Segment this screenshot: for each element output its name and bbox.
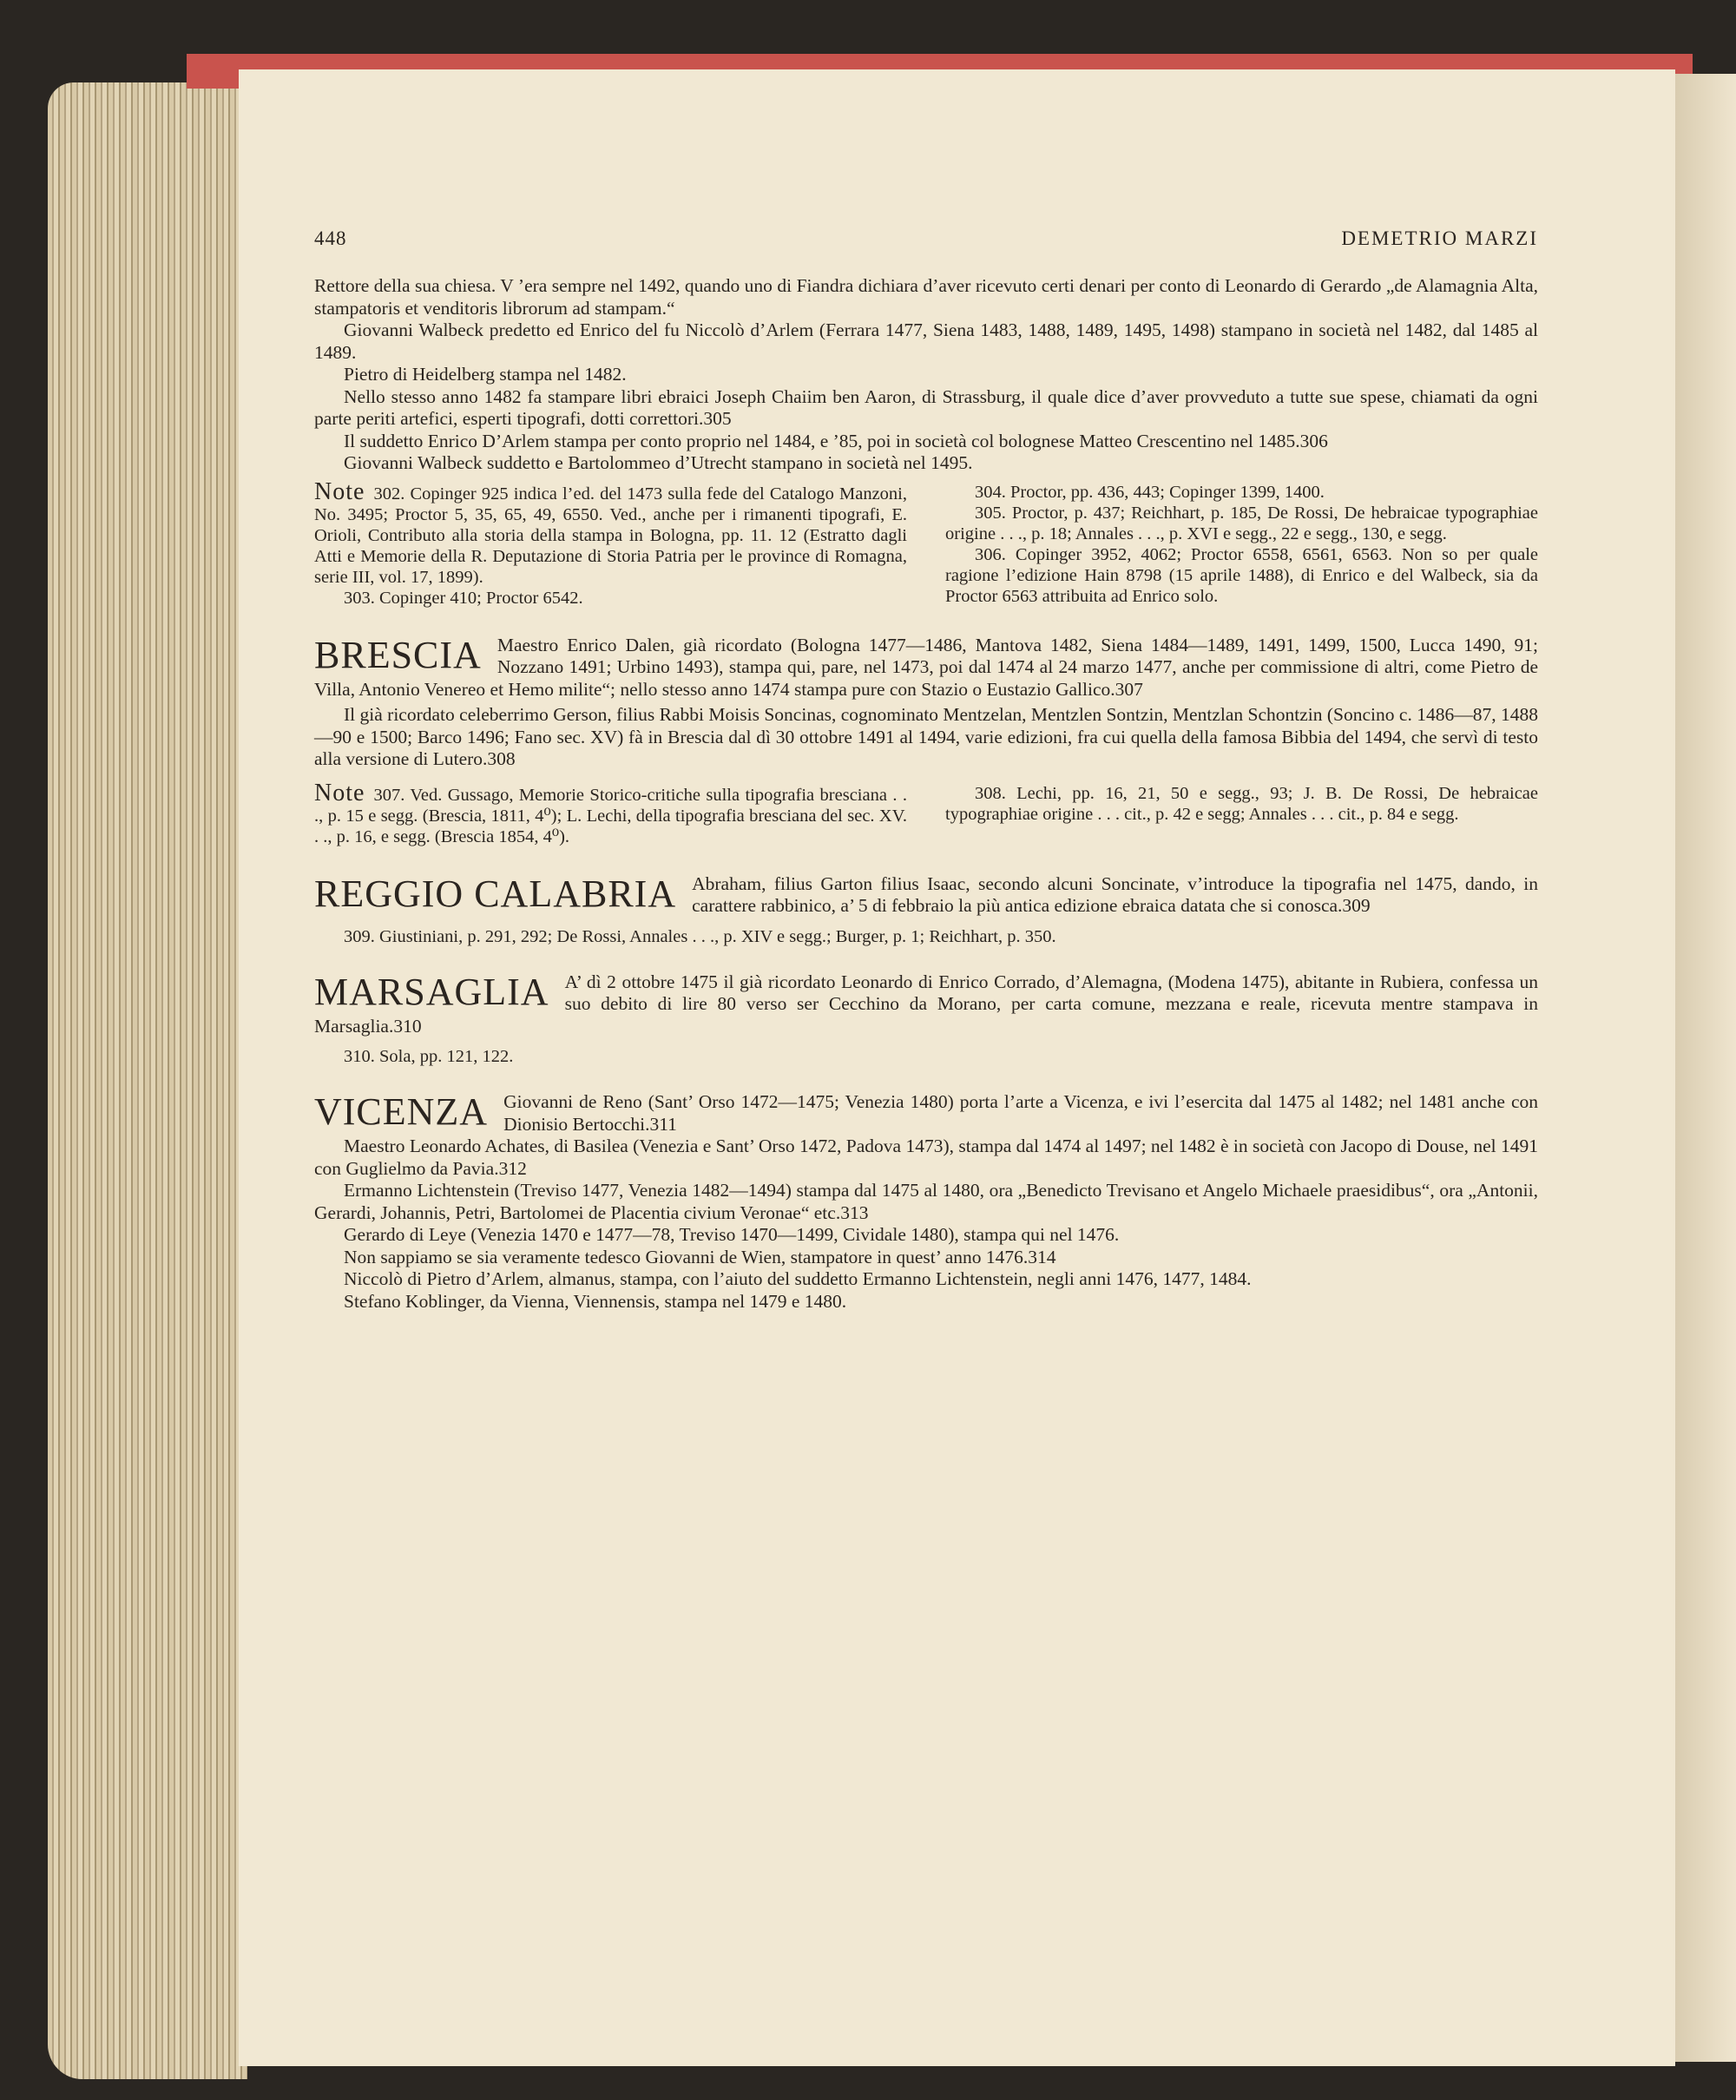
city-heading: VICENZA [314,1090,489,1133]
notes-label: Note [314,779,365,806]
footnote: 309. Giustiniani, p. 291, 292; De Rossi, Annales . . ., p. XIV e segg.; Burger, p. 1; Reichhart, p. 350. [344,926,1056,946]
page-edges [48,82,247,2079]
intro-paragraph: Nello stesso anno 1482 fa stampare libri ebraici Joseph Chaiim ben Aaron, di Strassburg, il quale dice d’aver provveduto a tutte sue spese, chiamati da ogni parte periti artefici, esperti tipografi, dotti correttori.305 [314,385,1538,429]
section-brescia [314,635,1538,771]
intro-section [314,227,1538,475]
city-heading: BRESCIA [314,633,482,676]
intro-paragraph: Pietro di Heidelberg stampa nel 1482. [344,364,627,385]
section-paragraph: Gerardo di Leye (Venezia 1470 e 1477—78, Treviso 1470—1499, Cividale 1480), stampa qui nel 1476. [344,1224,1120,1245]
footnote: 302. Copinger 925 indica l’ed. del 1473 sulla fede del Catalogo Manzoni, No. 3495; Proctor 5, 35, 65, 49, 6550. Ved., anche per i rimanenti tipografi, E. Orioli, Contributo alla storia della stampa in Bologna, pp. 11. 12 (Estratto dagli Atti e Memorie della R. Deputazione di Storia Patria per le province di Romagna, serie III, vol. 17, 1899). [314,484,907,587]
intro-paragraph: Giovanni Walbeck predetto ed Enrico del fu Niccolò d’Arlem (Ferrara 1477, Siena 1483, 1488, 1489, 1495, 1498) stampano in società nel 1482, dal 1485 al 1489. [314,319,1538,363]
footnote: 308. Lechi, pp. 16, 21, 50 e segg., 93; J. B. De Rossi, De hebraicae typographiae origine . . . cit., p. 42 e segg; Annales . . . cit., p. 84 e segg. [945,783,1538,824]
section-paragraph: Il già ricordato celeberrimo Gerson, filius Rabbi Moisis Soncinas, cognominato Mentzelan, Mentzlen Sontzin, Mentzlan Schontzin (Soncino c. 1486—87, 1488—90 e 1500; Barco 1496; Fano sec. XV) fà in Brescia dal dì 30 ottobre 1491 al 1494, varie edizioni, fra cui quella della famosa Bibbia del 1494, che servì di testo alla versione di Lutero.308 [314,704,1538,769]
section-paragraph: Maestro Enrico Dalen, già ricordato (Bologna 1477—1486, Mantova 1482, Siena 1484—1489, 1491, 1499, 1500, Lucca 1490, 91; Nozzano 1491; Urbino 1493), stampa qui, pare, nel 1473, poi dal 1474 al 24 marzo 1477, anche per commissione di altri, come Pietro de Villa, Antonio Venereo et Hemo milite“; nello stesso anno 1474 stampa pure con Stazio o Eustazio Gallico.307 [314,634,1538,700]
notes-left-column [314,779,907,847]
footnote: 304. Proctor, pp. 436, 443; Copinger 1399, 1400. [975,482,1325,502]
notes-block [314,477,1538,609]
section-paragraph: Ermanno Lichtenstein (Treviso 1477, Venezia 1482—1494) stampa dal 1475 al 1480, ora „Benedicto Trevisano et Angelo Michaele praesidibus“, ora „Antonii, Gerardi, Johannis, Petri, Bartolomei de Placentia civium Veronae“ etc.313 [314,1180,1538,1223]
footnote: 305. Proctor, p. 437; Reichhart, p. 185, De Rossi, De hebraicae typographiae origine . . ., p. 18; Annales . . ., p. XVI e segg., 22 e segg., 130, e segg. [945,503,1538,543]
intro-paragraph: Rettore della sua chiesa. V ’era sempre nel 1492, quando uno di Fiandra dichiara d’aver ricevuto certi denari per conto di Leonardo di Gerardo „de Alamagnia Alta, stampatoris et venditoris librorum ad stampam.“ [314,275,1538,319]
notes-right-column [945,482,1538,609]
footnote: 310. Sola, pp. 121, 122. [344,1047,514,1066]
intro-paragraph: Il suddetto Enrico D’Arlem stampa per conto proprio nel 1484, e ’85, poi in società col bolognese Matteo Crescentino nel 1485.306 [344,430,1328,451]
page-content [314,227,1538,1313]
section-paragraph: Maestro Leonardo Achates, di Basilea (Venezia e Sant’ Orso 1472, Padova 1473), stampa dal 1474 al 1497; nel 1482 è in società con Jacopo di Douse, nel 1491 con Guglielmo da Pavia.312 [314,1136,1538,1179]
footnote: 307. Ved. Gussago, Memorie Storico-critiche sulla tipografia bresciana . . ., p. 15 e segg. (Brescia, 1811, 4⁰); L. Lechi, della tipografia bresciana del sec. XV. . ., p. 16, e segg. (Brescia 1854, 4⁰). [314,785,907,846]
section-paragraph: Abraham, filius Garton filius Isaac, secondo alcuni Soncinate, v’introduce la tipografia nel 1475, dando, in carattere rabbinico, a’ 5 di febbraio la più antica edizione ebraica datata che si conosca.309 [692,872,1538,916]
section-marsaglia [314,971,1538,1068]
section-paragraph: Stefano Koblinger, da Vienna, Viennensis, stampa nel 1479 e 1480. [344,1290,847,1312]
city-heading: MARSAGLIA [314,970,549,1013]
notes-block [314,779,1538,847]
city-heading: REGGIO CALABRIA [314,872,677,915]
footnote: 306. Copinger 3952, 4062; Proctor 6558, 6561, 6563. Non so per quale ragione l’edizione Hain 8798 (15 aprile 1488), di Enrico e del Walbeck, sia da Proctor 6563 attribuita ad Enrico solo. [945,544,1538,606]
section-paragraph: Giovanni de Reno (Sant’ Orso 1472—1475; Venezia 1480) porta l’arte a Vicenza, e ivi l’esercita dal 1475 al 1482; nel 1481 anche con Dionisio Bertocchi.311 [503,1091,1538,1135]
notes-label: Note [314,477,365,505]
section-vicenza [314,1091,1538,1313]
facing-page-edge [1675,74,1736,2062]
section-paragraph: A’ dì 2 ottobre 1475 il già ricordato Leonardo di Enrico Corrado, d’Alemagna, (Modena 1475), abitante in Rubiera, confessa un suo debito di lire 80 verso ser Cecchino da Morano, per carta comune, mezzana e reale, ricevuta mentre stampava in Marsaglia.310 [314,971,1538,1037]
section-paragraph: Non sappiamo se sia veramente tedesco Giovanni de Wien, stampatore in quest’ anno 1476.314 [344,1246,1056,1267]
notes-left-column [314,477,907,609]
page-number: 448 [314,227,347,249]
notes-right-column [945,783,1538,847]
running-author: DEMETRIO MARZI [1341,227,1538,249]
section-reggio-calabria [314,873,1538,947]
intro-paragraph: Giovanni Walbeck suddetto e Bartolommeo d’Utrecht stampano in società nel 1495. [344,452,973,473]
footnote: 303. Copinger 410; Proctor 6542. [344,588,583,608]
section-paragraph: Niccolò di Pietro d’Arlem, almanus, stampa, con l’aiuto del suddetto Ermanno Lichtenstein, negli anni 1476, 1477, 1484. [344,1268,1252,1289]
